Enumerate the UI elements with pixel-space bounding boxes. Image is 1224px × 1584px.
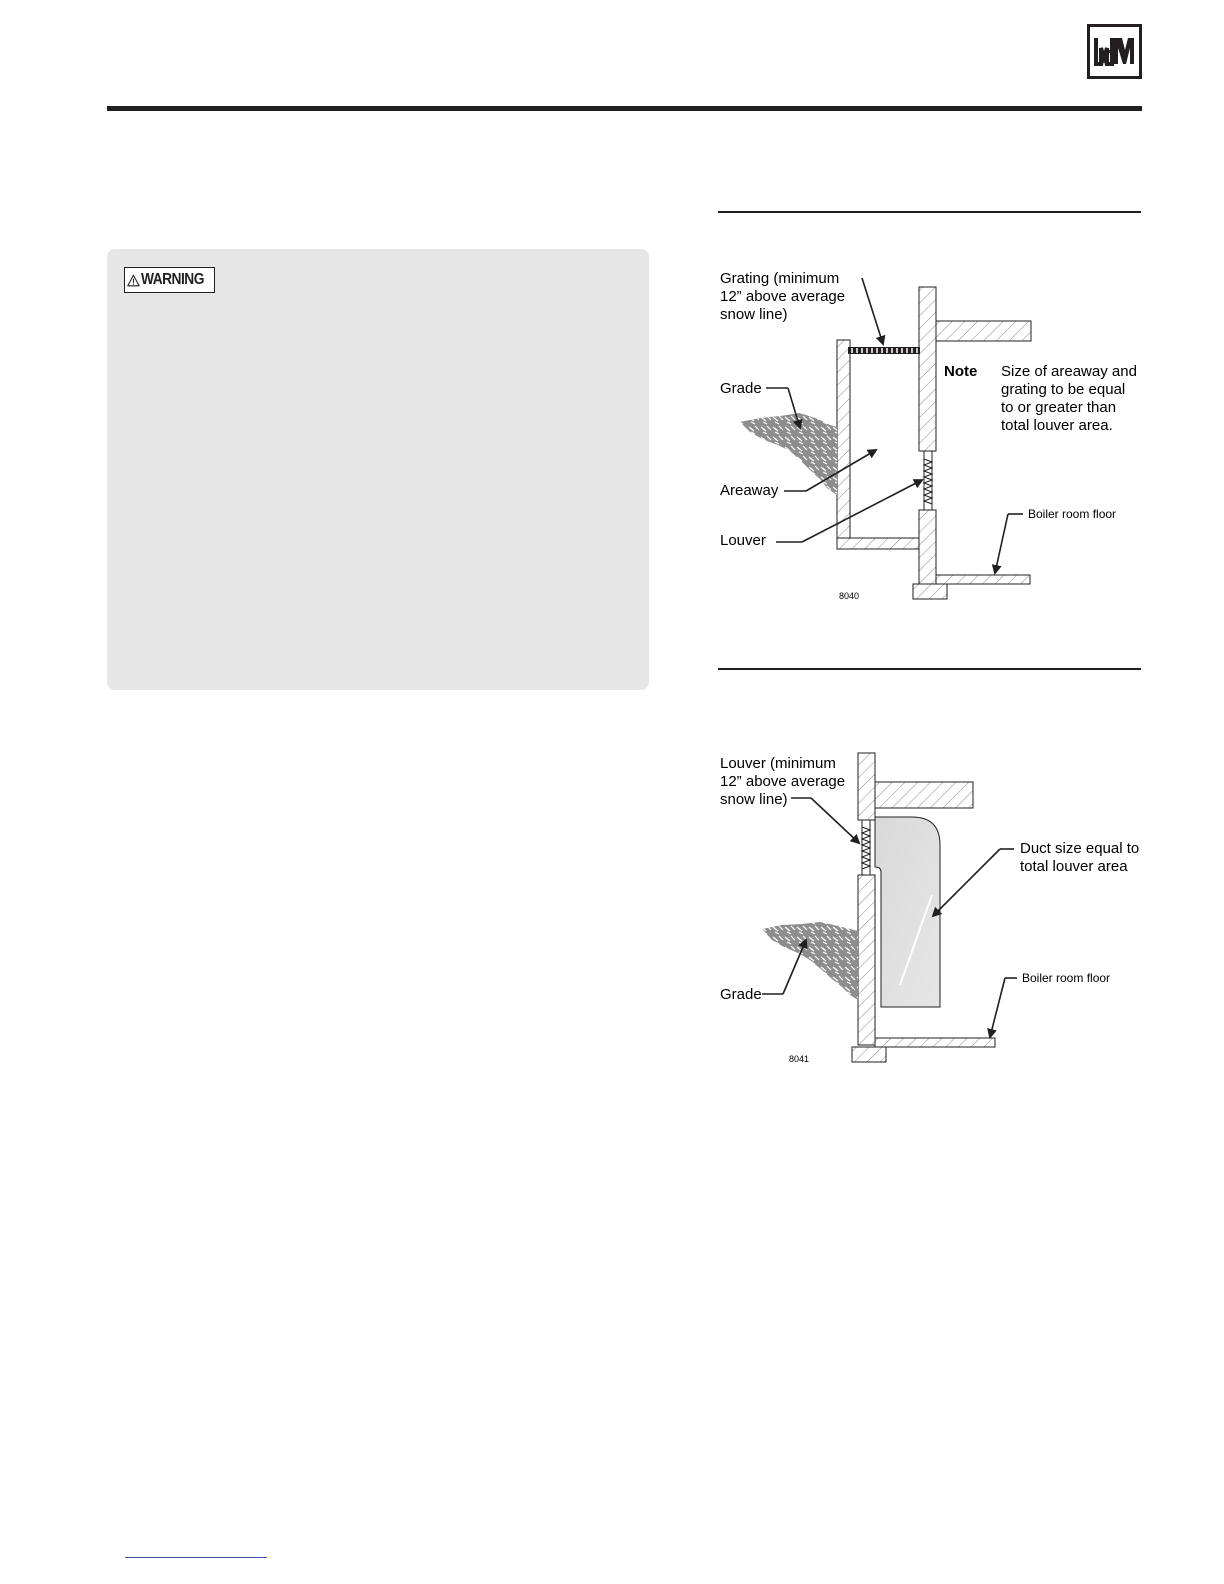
boiler-floor-label: Boiler room floor	[1028, 507, 1117, 521]
grating-label-line2: 12” above average	[720, 288, 846, 305]
figure2-rule	[718, 668, 1141, 670]
note-text-line1: Size of areaway and	[1001, 363, 1137, 380]
note-text-line3: to or greater than	[1001, 399, 1117, 416]
duct-label-line1: Duct size equal to	[1020, 840, 1140, 857]
note-text-line2: grating to be equal	[1001, 381, 1126, 398]
figure2-code: 8041	[789, 1054, 810, 1064]
louver2-label-line3: snow line)	[720, 791, 788, 808]
figure1-rule	[718, 211, 1141, 213]
warning-panel	[107, 249, 649, 690]
duct-label-line2: total louver area	[1020, 858, 1128, 875]
grating-label-line1: Grating (minimum	[720, 270, 840, 287]
grating-label-line3: snow line)	[720, 306, 788, 323]
boiler-floor2-label: Boiler room floor	[1022, 971, 1111, 985]
ducted-louver-diagram	[700, 745, 1160, 1070]
header-rule	[107, 106, 1142, 111]
note-title: Note	[944, 363, 978, 380]
weil-mclain-logo	[1087, 24, 1142, 79]
louver2-label-line1: Louver (minimum	[720, 755, 836, 772]
footer-link-rule	[125, 1557, 267, 1558]
grade-label: Grade	[720, 380, 762, 397]
areaway-diagram	[700, 255, 1160, 615]
figure-code: 8040	[839, 591, 860, 601]
louver-label: Louver	[720, 532, 766, 549]
note-text-line4: total louver area.	[1001, 417, 1113, 434]
grade2-label: Grade	[720, 986, 762, 1003]
warning-label	[124, 267, 215, 293]
louver2-label-line2: 12” above average	[720, 773, 846, 790]
warning-triangle-icon	[127, 272, 140, 289]
areaway-label: Areaway	[720, 482, 779, 499]
warning-label-text: WARNING	[140, 271, 204, 288]
